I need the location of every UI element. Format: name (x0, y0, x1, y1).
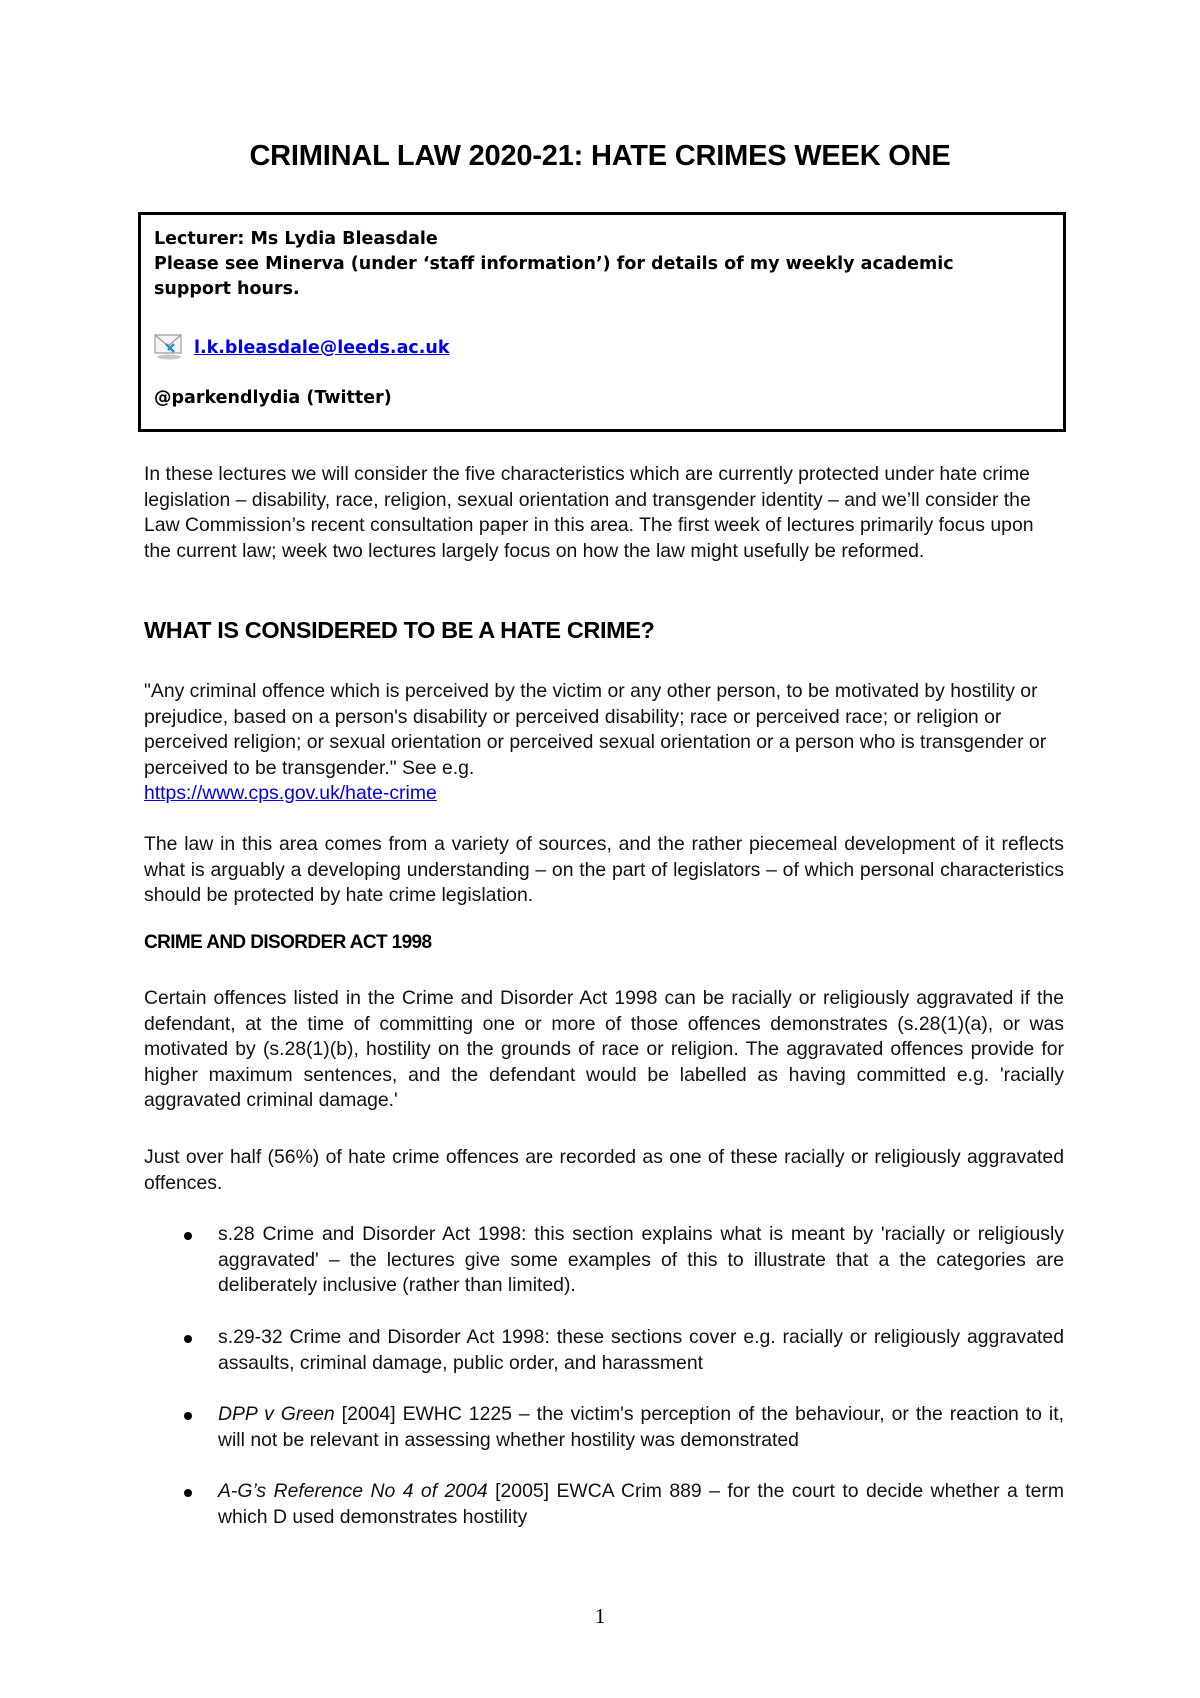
section-heading-hate-crime: WHAT IS CONSIDERED TO BE A HATE CRIME? (144, 617, 655, 643)
support-hours-line-1: Please see Minerva (under ‘staff information’) for details of my weekly academic (154, 254, 954, 274)
list-item: s.28 Crime and Disorder Act 1998: this section explains what is meant by 'racially or religiously aggravated' – the lectures give some examples of this to illustrate that a the categories are deliberately inclusive (rather than limited). (144, 1222, 1064, 1299)
lecturer-contact-box (138, 212, 1066, 432)
bullet-icon (184, 1335, 192, 1343)
email-row (154, 329, 1050, 361)
support-hours-line-2: support hours. (154, 279, 300, 299)
sources-paragraph: The law in this area comes from a variety of sources, and the rather piecemeal development of it reflects what is arguably a developing understanding – on the part of legislators – of which personal characteristics should be protected by hate crime legislation. (144, 833, 1064, 906)
twitter-handle: @parkendlydia (Twitter) (154, 388, 392, 408)
intro-paragraph: In these lectures we will consider the five characteristics which are currently protected under hate crime legislation – disability, race, religion, sexual orientation and transgender identity – and we’ll consider the Law Commission’s recent consultation paper in this area. The first week of lectures primarily focus upon the current law; week two lectures largely focus on how the law might usefully be reformed. (144, 463, 1034, 562)
cps-hate-crime-link[interactable]: https://www.cps.gov.uk/hate-crime (144, 782, 437, 804)
page-number: 1 (594, 1604, 606, 1628)
bullet-icon (184, 1489, 192, 1497)
aggravated-offences-paragraph: Certain offences listed in the Crime and Disorder Act 1998 can be racially or religiously aggravated if the defendant, at the time of committing one or more of those offences demonstrates (s.28(1)(a), or was motivated by (s.28(1)(b), hostility on the grounds of race or religion. The aggravated offences provide for higher maximum sentences, and the defendant would be labelled as having committed e.g. 'racially aggravated criminal damage.' (144, 987, 1064, 1111)
definition-text: "Any criminal offence which is perceived by the victim or any other person, to be motivated by hostility or prejudice, based on a person's disability or perceived disability; race or perceived race; or religion or perceived religion; or sexual orientation or perceived sexual orientation or a person who is transgender or perceived to be transgender." See e.g. (144, 680, 1047, 779)
case-name: DPP v Green (218, 1403, 335, 1425)
definition-paragraph (144, 679, 1064, 807)
section-heading-crime-disorder-act: CRIME AND DISORDER ACT 1998 (144, 932, 432, 953)
statistic-paragraph: Just over half (56%) of hate crime offences are recorded as one of these racially or religiously aggravated offences. (144, 1146, 1064, 1194)
lecturer-name: Lecturer: Ms Lydia Bleasdale (154, 229, 438, 249)
list-item: A-G’s Reference No 4 of 2004 [2005] EWCA Crim 889 – for the court to decide whether a term which D used demonstrates hostility (144, 1479, 1064, 1530)
email-link[interactable]: l.k.bleasdale@leeds.ac.uk (194, 338, 450, 358)
bullet-icon (184, 1412, 192, 1420)
bullet-icon (184, 1232, 192, 1240)
list-item: s.29-32 Crime and Disorder Act 1998: these sections cover e.g. racially or religiously aggravated assaults, criminal damage, public order, and harassment (144, 1325, 1064, 1376)
case-name: A-G’s Reference No 4 of 2004 (218, 1480, 488, 1502)
document-title: CRIMINAL LAW 2020-21: HATE CRIMES WEEK ONE (249, 140, 951, 172)
list-item: DPP v Green [2004] EWHC 1225 – the victim's perception of the behaviour, or the reaction to it, will not be relevant in assessing whether hostility was demonstrated (144, 1402, 1064, 1453)
envelope-icon (154, 329, 184, 361)
